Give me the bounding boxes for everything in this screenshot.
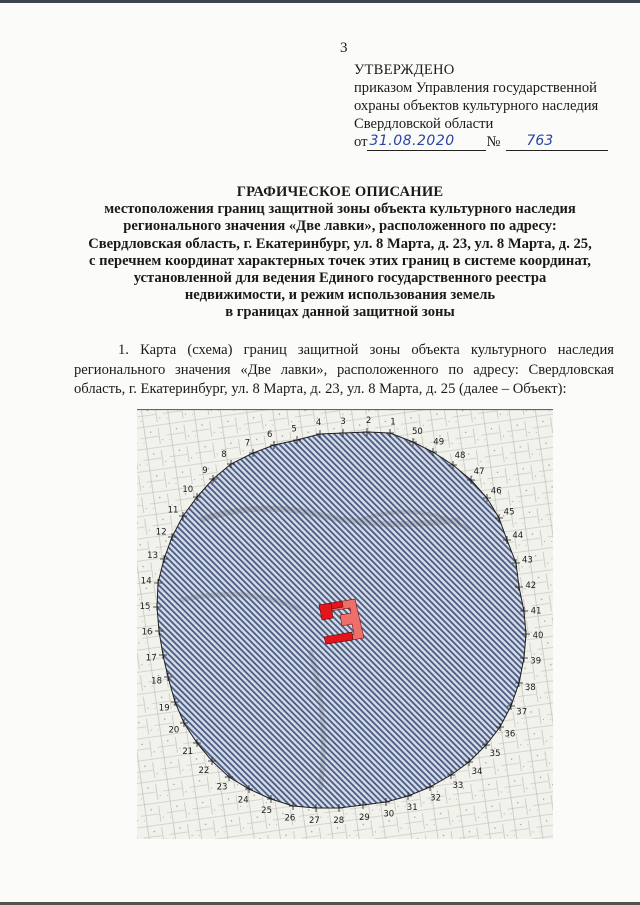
page-number: 3 (340, 40, 348, 56)
point-label: 34 (471, 766, 483, 777)
title-line-3: Свердловская область, г. Екатеринбург, ул. 8 Марта, д. 23, ул. 8 Марта, д. 25, (88, 235, 592, 252)
point-label: 43 (521, 555, 533, 566)
point-label: 50 (411, 426, 423, 437)
approval-line-2: охраны объектов культурного наследия (354, 98, 599, 114)
point-label: 16 (141, 627, 153, 638)
point-label: 9 (202, 466, 208, 477)
point-label: 49 (433, 437, 445, 448)
section-1-line-1: 1. Карта (схема) границ защитной зоны объекта культурного наследия (118, 342, 614, 358)
approval-line-1: приказом Управления государственной (354, 80, 597, 96)
order-number-handwritten: 763 (506, 133, 608, 151)
document-title (40, 184, 640, 322)
map-svg (137, 409, 553, 839)
order-date-handwritten: 31.08.2020 (367, 133, 486, 151)
point-label: 28 (333, 816, 345, 826)
point-label: 35 (489, 748, 501, 759)
title-line-4: с перечнем координат характерных точек этих границ в системе координат, (89, 252, 591, 269)
point-label: 17 (145, 653, 157, 664)
point-label: 40 (532, 630, 544, 641)
point-label: 26 (284, 813, 296, 824)
point-label: 12 (155, 527, 167, 538)
point-label: 19 (158, 703, 170, 714)
point-label: 15 (139, 602, 151, 613)
section-1-paragraph (74, 341, 614, 400)
point-label: 48 (454, 451, 466, 462)
approval-stamp (354, 61, 608, 151)
scan-edge-top (0, 0, 640, 3)
point-label: 8 (221, 450, 227, 461)
point-label: 2 (365, 416, 372, 427)
point-label: 38 (524, 683, 536, 693)
point-label: 5 (291, 424, 297, 435)
section-1-line-3: область, г. Екатеринбург, ул. 8 Марта, д. 23, ул. 8 Марта, д. 25 (далее – Объект): (74, 381, 567, 397)
point-label: 21 (182, 746, 194, 757)
point-label: 24 (237, 795, 249, 806)
title-line-5: установленной для ведения Единого государственного реестра (133, 270, 547, 287)
point-label: 10 (182, 485, 194, 496)
point-label: 1 (390, 417, 396, 428)
point-label: 45 (503, 507, 515, 518)
protective-zone-map (137, 409, 553, 839)
point-label: 6 (266, 429, 273, 440)
point-label: 47 (473, 467, 485, 478)
approval-order-row (354, 133, 608, 151)
point-label: 30 (383, 809, 395, 820)
point-label: 3 (340, 417, 346, 427)
point-label: 13 (147, 551, 159, 562)
point-label: 7 (244, 438, 251, 449)
title-line-2: регионального значения «Две лавки», расположенного по адресу: (123, 218, 557, 235)
point-label: 29 (358, 812, 370, 823)
point-label: 33 (452, 780, 464, 791)
date-prefix: от (354, 134, 368, 150)
point-label: 37 (516, 707, 528, 718)
point-label: 11 (167, 505, 179, 516)
title-line-7: в границах данной защитной зоны (225, 304, 455, 321)
point-label: 46 (490, 486, 502, 497)
number-prefix: № (486, 134, 501, 150)
point-label: 23 (216, 782, 228, 793)
point-label: 27 (308, 815, 320, 826)
point-label: 4 (315, 418, 322, 429)
approval-line-3: Свердловской области (354, 116, 494, 132)
approval-heading: УТВЕРЖДЕНО (354, 62, 455, 78)
point-label: 36 (504, 729, 516, 740)
point-label: 20 (168, 725, 180, 736)
point-label: 25 (261, 806, 273, 817)
point-label: 14 (140, 576, 152, 587)
point-label: 18 (151, 676, 163, 687)
title-line-1: местоположения границ защитной зоны объекта культурного наследия (104, 201, 576, 218)
point-label: 22 (198, 765, 210, 776)
point-label: 44 (512, 530, 524, 541)
point-label: 42 (525, 580, 537, 591)
point-label: 39 (530, 656, 542, 667)
title-line-6: недвижимости, и режим использования земель (184, 287, 496, 304)
section-1-line-2: регионального значения «Две лавки», расположенного по адресу: Свердловская (74, 361, 614, 378)
point-label: 32 (430, 793, 442, 804)
point-label: 31 (406, 803, 418, 814)
point-label: 41 (530, 606, 542, 617)
title-main: ГРАФИЧЕСКОЕ ОПИСАНИЕ (236, 184, 444, 200)
